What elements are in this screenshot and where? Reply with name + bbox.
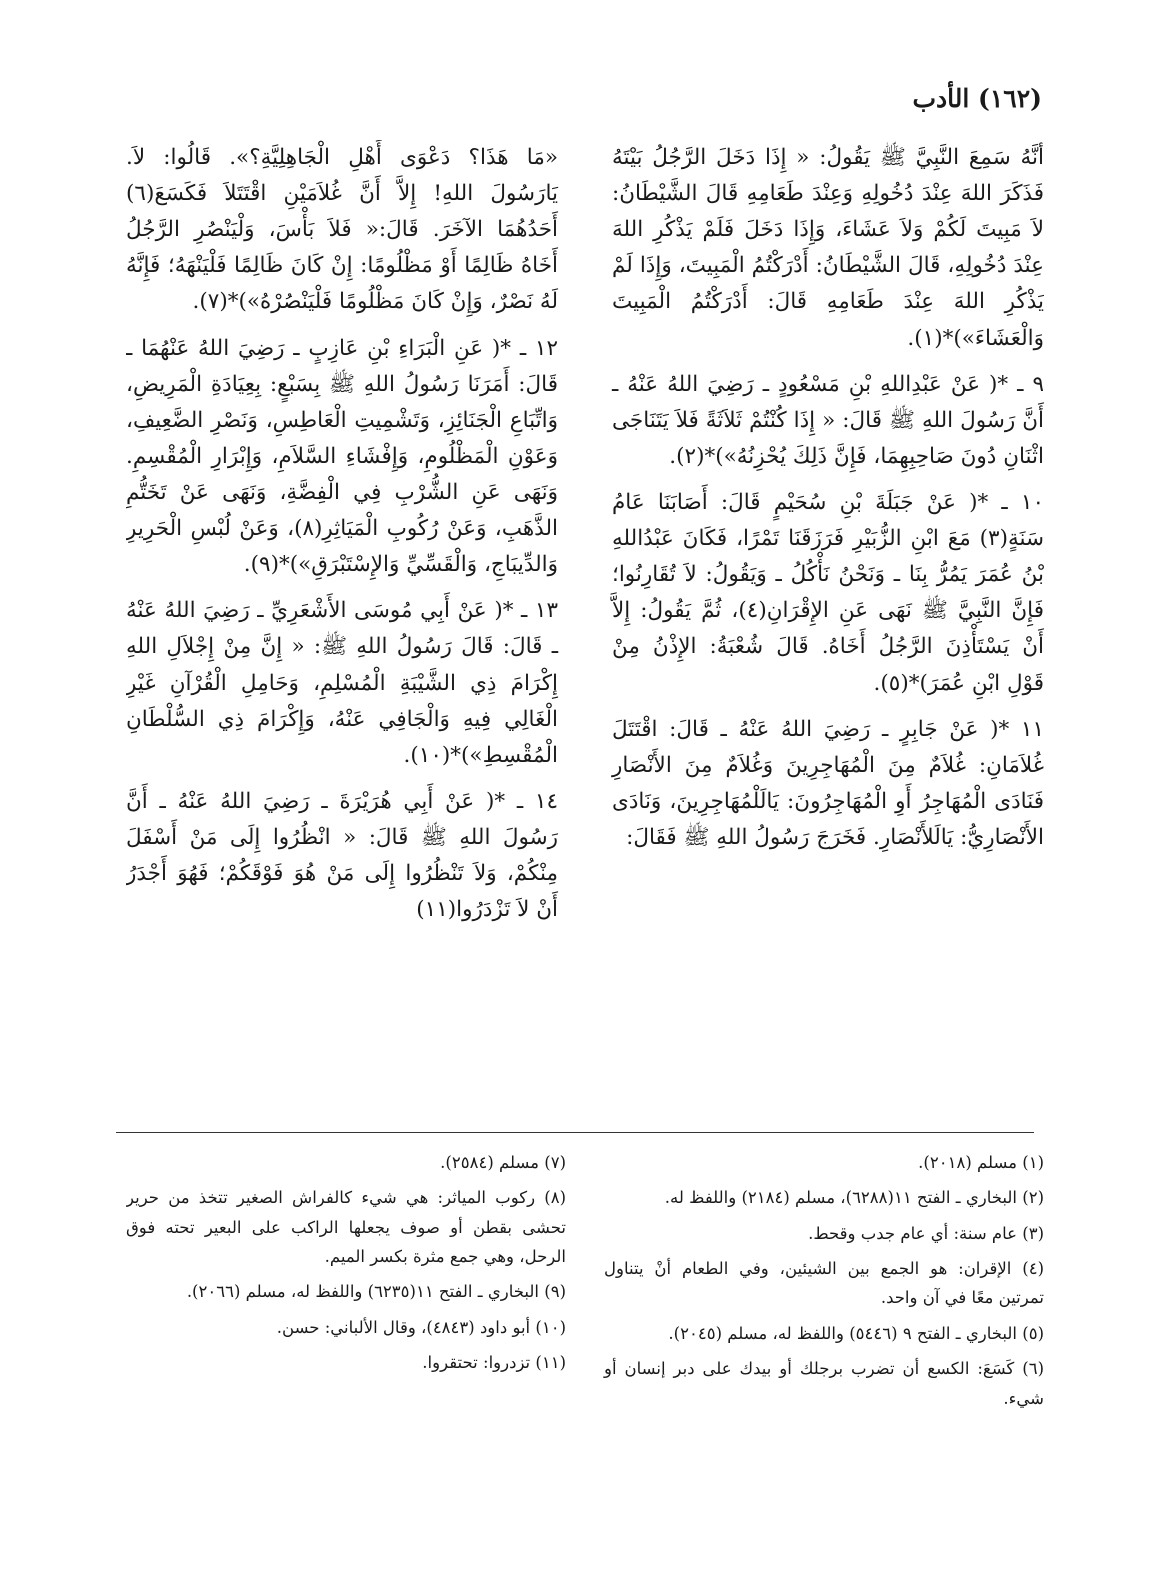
left-column (126, 140, 558, 1125)
hadith-9: ٩ ـ *( عَنْ عَبْدِاللهِ بْنِ مَسْعُودٍ ـ رَضِيَ اللهُ عَنْهُ ـ أَنَّ رَسُولَ اللهِ ﷺ قَالَ: « إِذَا كُنْتُمْ ثَلاَثَةً فَلاَ يَتَنَاجَى اثْنَانِ دُونَ صَاحِبِهِمَا، فَإِنَّ ذَلِكَ يُحْزِنُهُ»)*(٢). (612, 371, 1044, 469)
hadith-12: ١٢ ـ *( عَنِ الْبَرَاءِ بْنِ عَازِبٍ ـ رَضِيَ اللهُ عَنْهُمَا ـ قَالَ: أَمَرَنَا رَسُولُ اللهِ ﷺ بِسَبْعٍ: بِعِيَادَةِ الْمَرِيضِ، وَاتِّبَاعِ الْجَنَائِزِ، وَتَشْمِيتِ الْعَاطِسِ، وَنَصْرِ الضَّعِيفِ، وَعَوْنِ الْمَظْلُومِ، وَإِفْشَاءِ السَّلاَمِ، وَإِبْرَارِ الْمُقْسِمِ. وَنَهَى عَنِ الشُّرْبِ فِي الْفِضَّةِ، وَنَهَى عَنْ تَخَتُّمِ الذَّهَبِ، وَعَنْ رُكُوبِ الْمَيَاثِرِ(٨)، وَعَنْ لُبْسِ الْحَرِيرِ وَالدِّيبَاجِ، وَالْقَسِّيِّ وَالإِسْتَبْرَقِ»)*(٩). (126, 335, 558, 578)
footnote-11: (١١) تزدروا: تحتقروا. (422, 1353, 566, 1373)
hadith-14: ١٤ ـ *( عَنْ أَبِي هُرَيْرَةَ ـ رَضِيَ اللهُ عَنْهُ ـ أَنَّ رَسُولَ اللهِ ﷺ قَالَ: « انْظُرُوا إِلَى مَنْ أَسْفَلَ مِنْكُمْ، وَلاَ تَنْظُرُوا إِلَى مَنْ هُوَ فَوْقَكُمْ؛ فَهُوَ أَجْدَرُ أَنْ لاَ تَزْدَرُوا(١١) (126, 788, 558, 923)
footnote-10: (١٠) أبو داود (٤٨٤٣)، وقال الألباني: حسن. (276, 1317, 566, 1337)
footnote-9: (٩) البخاري ـ الفتح ١١(٦٢٣٥) واللفظ له، مسلم (٢٠٦٦). (186, 1282, 566, 1302)
hadith-11: ١١ *( عَنْ جَابِرٍ ـ رَضِيَ اللهُ عَنْهُ ـ قَالَ: اقْتَتَلَ غُلاَمَانِ: غُلاَمٌ مِنَ الْمُهَاجِرِينَ وَغُلاَمٌ مِنَ الأَنْصَارِ فَنَادَى الْمُهَاجِرُ أَوِ الْمُهَاجِرُونَ: يَالَلْمُهَاجِرِينَ، وَنَادَى الأَنْصَارِيُّ: يَالَلأَنْصَارِ. فَخَرَجَ رَسُولُ اللهِ ﷺ فَقَالَ: (612, 716, 1044, 850)
paragraph-continuation: أنَّهُ سَمِعَ النَّبِيَّ ﷺ يَقُولُ: « إِذَا دَخَلَ الرَّجُلُ بَيْتَهُ فَذَكَرَ اللهَ عِنْدَ دُخُولِهِ وَعِنْدَ طَعَامِهِ قَالَ الشَّيْطَانُ: لاَ مَبِيتَ لَكُمْ وَلاَ عَشَاءَ، وَإِذَا دَخَلَ فَلَمْ يَذْكُرِ اللهَ عِنْدَ دُخُولِهِ، قَالَ الشَّيْطَانُ: أَدْرَكْتُمُ الْمَبِيتَ، وَإِذَا لَمْ يَذْكُرِ اللهَ عِنْدَ طَعَامِهِ قَالَ: أَدْرَكْتُمُ الْمَبِيتَ وَالْعَشَاءَ»)*(١). (612, 145, 1044, 351)
footnote-divider (116, 1132, 1034, 1133)
footnote-4: (٤) الإقران: هو الجمع بين الشيئين، وفي الطعام أنْ يتناول تمرتين معًا في آن واحد. (604, 1259, 1044, 1308)
footnotes-right-column (604, 1148, 1044, 1538)
main-text (126, 140, 1044, 1125)
footnote-5: (٥) البخاري ـ الفتح ٩ (٥٤٤٦) واللفظ له، مسلم (٢٠٤٥). (668, 1323, 1044, 1343)
hadith-10: ١٠ ـ *( عَنْ جَبَلَةَ بْنِ سُحَيْمٍ قَالَ: أَصَابَنَا عَامُ سَنَةٍ(٣) مَعَ ابْنِ الزُّبَيْرِ فَرَزَقَنَا تَمْرًا، فَكَانَ عَبْدُاللهِ بْنُ عُمَرَ يَمُرُّ بِنَا ـ وَنَحْنُ نَأْكُلُ ـ وَيَقُولُ: لاَ تُقَارِنُوا؛ فَإِنَّ النَّبِيَّ ﷺ نَهَى عَنِ الإِقْرَانِ(٤)، ثُمَّ يَقُولُ: إِلاَّ أَنْ يَسْتَأْذِنَ الرَّجُلُ أَخَاهُ. قَالَ شُعْبَةُ: الإِذْنُ مِنْ قَوْلِ ابْنِ عُمَرَ)*(٥). (612, 489, 1044, 696)
footnote-8: (٨) ركوب المياثر: هي شيء كالفراش الصغير تتخذ من حرير تحشى بقطن أو صوف يجعلها الراكب على البعير تحته فوق الرحل، وهي جمع مثرة بكسر الميم. (126, 1188, 566, 1267)
hadith-13: ١٣ ـ *( عَنْ أَبِي مُوسَى الأَشْعَرِيِّ ـ رَضِيَ اللهُ عَنْهُ ـ قَالَ: قَالَ رَسُولُ اللهِ ﷺ: « إِنَّ مِنْ إِجْلاَلِ اللهِ إِكْرَامَ ذِي الشَّيْبَةِ الْمُسْلِمِ، وَحَامِلِ الْقُرْآنِ غَيْرِ الْغَالِي فِيهِ وَالْجَافِي عَنْهُ، وَإِكْرَامَ ذِي السُّلْطَانِ الْمُقْسِطِ»)*(١٠). (126, 598, 558, 768)
footnote-2: (٢) البخاري ـ الفتح ١١(٦٢٨٨)، مسلم (٢١٨٤) واللفظ له. (664, 1188, 1044, 1208)
running-header: (١٦٢) الأدب (912, 84, 1042, 113)
right-column (612, 140, 1044, 1125)
footnotes-left-column (126, 1148, 566, 1538)
footnote-1: (١) مسلم (٢٠١٨). (918, 1153, 1044, 1172)
footnote-7: (٧) مسلم (٢٥٨٤). (440, 1153, 566, 1172)
footnotes (126, 1148, 1044, 1538)
footnote-6: (٦) كَسَعَ: الكسع أن تضرب برجلك أو بيدك على دبر إنسان أو شيء. (604, 1359, 1044, 1408)
footnote-3: (٣) عام سنة: أي عام جدب وقحط. (808, 1223, 1044, 1243)
hadith-11-continued: «مَا هَذَا؟ دَعْوَى أَهْلِ الْجَاهِلِيَّةِ؟». قَالُوا: لاَ. يَارَسُولَ اللهِ! إِلاَّ أَنَّ غُلاَمَيْنِ اقْتَتَلاَ فَكَسَعَ(٦) أَحَدُهُمَا الآخَرَ. قَالَ:« فَلاَ بَأْسَ، وَلْيَنْصُرِ الرَّجُلُ أَخَاهُ ظَالِمًا أَوْ مَظْلُومًا: إِنْ كَانَ ظَالِمًا فَلْيَنْهَهُ؛ فَإِنَّهُ لَهُ نَصْرٌ، وَإِنْ كَانَ مَظْلُومًا فَلْيَنْصُرْهُ»)*(٧). (126, 145, 558, 315)
